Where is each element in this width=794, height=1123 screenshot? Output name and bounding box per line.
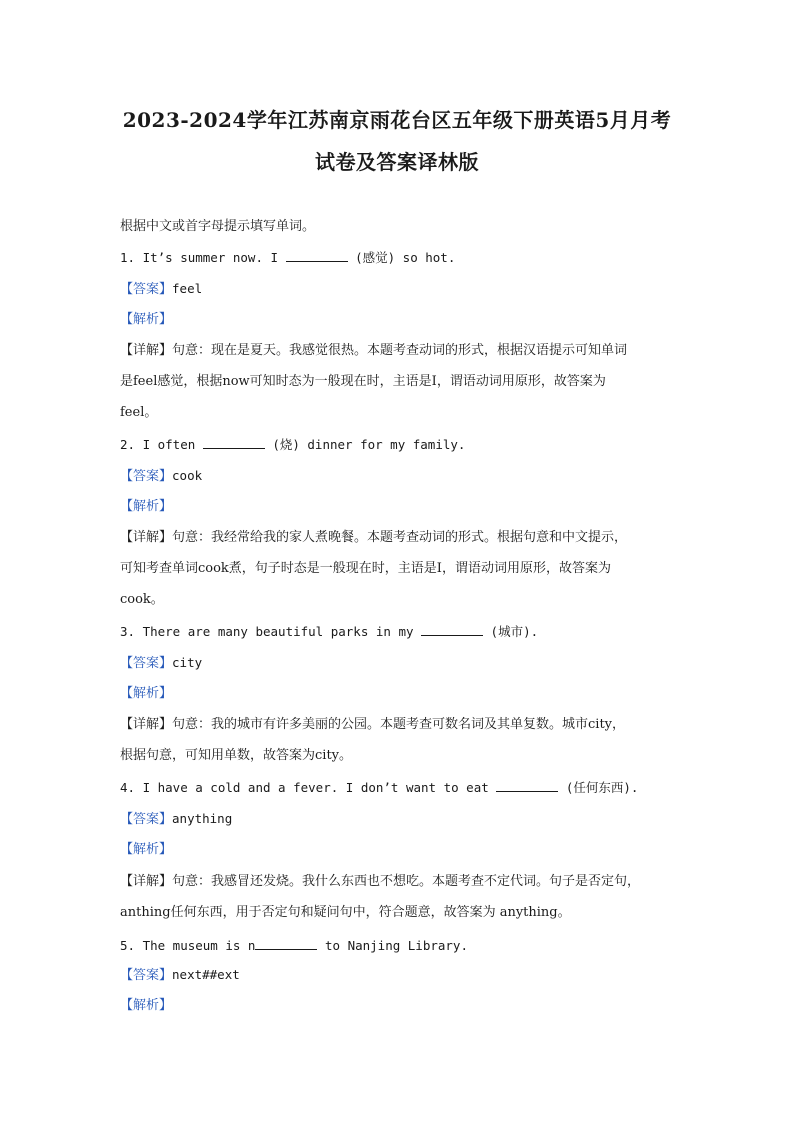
detail-1-line-2: 是feel感觉，根据now可知时态为一般现在时，主语是I，谓语动词用原形，故答案为 [120, 374, 606, 389]
detail-3-line-1: 【详解】句意：我的城市有许多美丽的公园。本题考查可数名词及其单复数。城市city， [120, 717, 626, 732]
answer-2: 【答案】cook [120, 468, 203, 484]
question-3: 3. There are many beautiful parks in my (城市). [120, 624, 539, 639]
answer-5: 【答案】next##ext [120, 967, 240, 983]
analysis-label-4: 【解析】 [120, 842, 173, 857]
answer-blank [255, 937, 317, 950]
answer-blank [286, 249, 348, 262]
detail-4-line-2: anthing任何东西，用于否定句和疑问句中，符合题意，故答案为 anything。 [120, 905, 571, 920]
answer-blank [203, 436, 265, 449]
answer-1: 【答案】feel [120, 281, 203, 297]
analysis-label-5: 【解析】 [120, 998, 173, 1013]
detail-1-line-3: feel。 [120, 405, 158, 420]
answer-blank [496, 779, 558, 792]
detail-2-line-3: cook。 [120, 592, 164, 607]
detail-1-line-1: 【详解】句意：现在是夏天。我感觉很热。本题考查动词的形式，根据汉语提示可知单词 [120, 343, 628, 358]
question-5: 5. The museum is n to Nanjing Library. [120, 938, 468, 953]
document-title-line-2: 试卷及答案译林版 [315, 150, 479, 174]
answer-blank [421, 623, 483, 636]
detail-4-line-1: 【详解】句意：我感冒还发烧。我什么东西也不想吃。本题考查不定代词。句子是否定句， [120, 874, 641, 889]
detail-3-line-2: 根据句意，可知用单数，故答案为city。 [120, 748, 353, 763]
question-2: 2. I often (烧) dinner for my family. [120, 437, 466, 452]
question-4: 4. I have a cold and a fever. I don’t want to eat (任何东西). [120, 780, 639, 795]
detail-2-line-2: 可知考查单词cook煮，句子时态是一般现在时，主语是I，谓语动词用原形，故答案为 [120, 561, 611, 576]
answer-3: 【答案】city [120, 655, 203, 671]
analysis-label-3: 【解析】 [120, 686, 173, 701]
document-title-line-1: 2023-2024学年江苏南京雨花台区五年级下册英语5月月考 [122, 108, 672, 132]
detail-2-line-1: 【详解】句意：我经常给我的家人煮晚餐。本题考查动词的形式。根据句意和中文提示， [120, 530, 628, 545]
question-1: 1. It’s summer now. I (感觉) so hot. [120, 250, 456, 265]
analysis-label-1: 【解析】 [120, 312, 173, 327]
answer-4: 【答案】anything [120, 811, 233, 827]
analysis-label-2: 【解析】 [120, 499, 173, 514]
instruction: 根据中文或首字母提示填写单词。 [120, 219, 316, 234]
